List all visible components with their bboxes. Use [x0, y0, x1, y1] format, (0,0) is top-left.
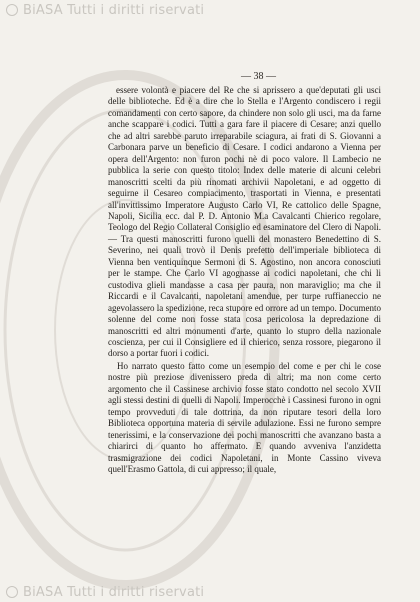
watermark-text-bottom: BiASA Tutti i diritti riservati — [23, 584, 205, 600]
paragraph: Ho narrato questo fatto come un esempio del come e per chi le cose nostre più preziose divenissero preda di altri; ma non come certo argomento che il Cassinese archivio fosse stato condotto nel secolo XVII agli stessi destini di quelli di Napoli. Imperocchè i Cassinesi furono in ogni tempo provveduti di tale dottrina, da non riputare tesori della loro Biblioteca opportuna materia di servile adulazione. Essi ne furono sempre tenerissimi, e la conservazione dei pochi manoscritti che avanzano basta a chiarirci di quanto ho affermato. E quando avveniva l'anzidetta trasmigrazione dei codici Napoletani, in Monte Cassino viveva quell'Erasmo Gattola, di cui appresso; il quale, — [108, 360, 381, 474]
biasa-logo-icon — [6, 4, 18, 16]
watermark-text-top: BiASA Tutti i diritti riservati — [23, 2, 205, 18]
paragraph: essere volontà e piacere del Re che si aprissero a que'deputati gli usci delle biblioteche. Ed è a dire che lo Stella e l'Argento condiscero i regii comandamenti con certo sapore, da chindere non solo gli usci, ma da farne anche scappare i codici. Tutti a gara fare il piacere di Cesare; anzi quello che ad altri sarebbe paruto irreparabile sciagura, ai frati di S. Giovanni a Carbonara parve un beneficio di Cesare. I codici andarono a Vienna per opera dell'Argento: non furon pochi nè di poco valore. Il Lambecio ne pubblica la serie con questo titolo: Index delle materie di alcuni celebri manoscritti scelti da più rinomati archivii Napoletani, e ad oggetto di seguirne il Cesareo compiacimento, trasportati in Vienna, e presentati all'invittissimo Imperatore Augusto Carlo VI, Re cattolico delle Spagne, Napoli, Sicilia ecc. dal P. D. Antonio M.a Cavalcanti Chierico regolare, Teologo del Regio Collateral Consiglio ed esaminatore del Clero di Napoli. — Tra questi manoscritti furono quelli del monastero Benedettino di S. Severino, nei quali trovò il Denis prefetto dell'imperiale biblioteca di Vienna ben ventiquinque Sermoni di S. Agostino, non ancora conosciuti per le stampe. Che Carlo VI agognasse ai codici napoletani, che chi li custodiva glieli mandasse a casa per paura, non maraviglio; ma che il Riccardi e il Cavalcanti, napoletani amendue, per turpe ruffianeccio ne agevolassero la spedizione, reca stupore ed orrore ad un tempo. Documento solenne del come non fosse stata cosa pericolosa la depredazione di manoscritti ed altri monumenti d'arte, quanto lo stupro della nazionale coscienza, per cui il Consigliere ed il chierico, senza rossore, piegarono il dorso a portar fuori i codici. — [108, 85, 381, 359]
page-body-text — [108, 84, 381, 475]
watermark-banner-top — [0, 0, 420, 20]
biasa-logo-icon — [6, 586, 18, 598]
watermark-banner-bottom — [0, 582, 420, 602]
page-number: — 38 — — [241, 71, 276, 82]
